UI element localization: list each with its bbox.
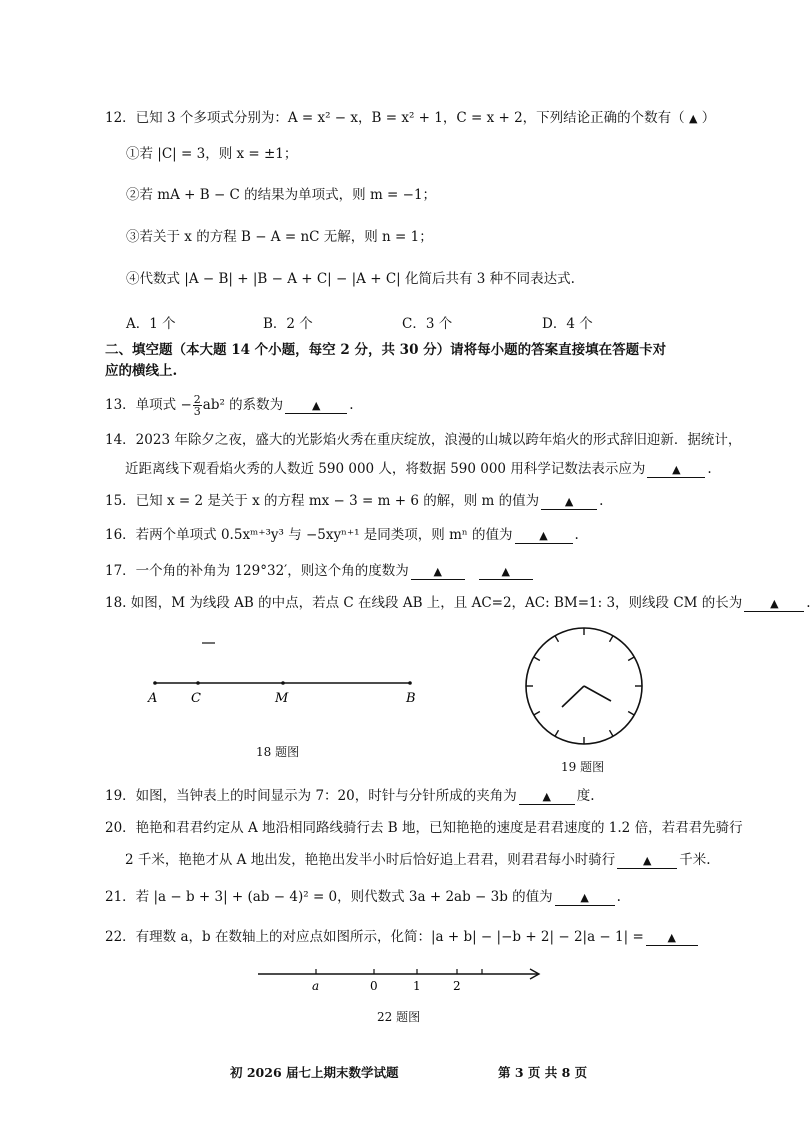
clock-hour-hand [562, 686, 584, 707]
fig18-label-c: C [191, 691, 201, 706]
q16-end: . [574, 527, 579, 543]
clock-hour-tick [628, 657, 634, 661]
q16 [105, 526, 579, 544]
q12-stem-tail: ） [701, 110, 716, 126]
fig18-label-b: B [406, 691, 416, 706]
q17-blank-2[interactable] [479, 564, 533, 580]
q18 [105, 594, 811, 612]
q22-text: 22．有理数 a，b 在数轴上的对应点如图所示，化简：|a + b| − |−b + 2| − 2|a − 1| = [105, 929, 644, 945]
q12-statement-4: ④代数式 |A − B| + |B − A + C| − |A + C| 化简后共有 3 种不同表达式. [126, 271, 575, 287]
answer-marker: ▲ [688, 112, 698, 125]
q12-statement-1: ①若 |C| = 3，则 x = ±1； [126, 146, 298, 162]
q19-blank[interactable] [519, 789, 575, 805]
footer-page-number: 第 3 页 共 8 页 [498, 1065, 588, 1080]
q18-blank[interactable] [744, 596, 804, 612]
answer-marker: ▲ [770, 597, 779, 610]
q13-prefix: 13．单项式 − [105, 397, 192, 413]
q13-var: ab² [202, 397, 225, 413]
q21 [105, 888, 621, 906]
q16-text: 16．若两个单项式 0.5xᵐ⁺³y³ 与 −5xyⁿ⁺¹ 是同类项，则 mⁿ 的值为 [105, 527, 513, 543]
clock-hour-tick [555, 730, 559, 736]
q12-option-c: C．3 个 [402, 316, 453, 332]
clock-hour-tick [555, 636, 559, 642]
q20-unit: 千米. [679, 852, 711, 868]
q14-line2-text: 近距离线下观看焰火秀的人数近 590 000 人，将数据 590 000 用科学记数法表示应为 [125, 461, 646, 477]
q21-blank[interactable] [555, 890, 615, 906]
q13-frac-num: 2 [193, 393, 201, 406]
fig18-diagram [140, 630, 440, 710]
answer-marker: ▲ [667, 931, 677, 944]
q19-text: 19．如图，当钟表上的时间显示为 7：20，时针与分针所成的夹角为 [105, 788, 517, 804]
fig18-label-a: A [148, 691, 158, 706]
fig18-point-m [281, 681, 285, 685]
clock-minute-hand [584, 686, 611, 701]
q15-text: 15．已知 x = 2 是关于 x 的方程 mx − 3 = m + 6 的解，则 m 的值为 [105, 493, 540, 509]
answer-marker: ▲ [311, 399, 321, 412]
clock-hour-tick [610, 636, 614, 642]
number-line-label-2: 2 [453, 979, 461, 993]
q20-line2 [125, 851, 711, 869]
q18-end: . [806, 595, 811, 611]
q12-option-d: D．4 个 [542, 316, 593, 332]
q20-blank[interactable] [617, 853, 677, 869]
q19 [105, 787, 595, 805]
q20-line1: 20．艳艳和君君约定从 A 地沿相同路线骑行去 B 地，已知艳艳的速度是君君速度的 1.2 倍，若君君先骑行 [105, 820, 743, 836]
q19-unit: 度. [576, 788, 595, 804]
q13 [105, 394, 353, 417]
q21-text: 21．若 |a − b + 3| + (ab − 4)² = 0，则代数式 3a + 2ab − 3b 的值为 [105, 889, 553, 905]
q12-statement-3: ③若关于 x 的方程 B − A = nC 无解，则 n = 1； [126, 229, 433, 245]
q18-text: 18. 如图，M 为线段 AB 的中点，若点 C 在线段 AB 上，且 AC=2，AC: BM=1: 3，则线段 CM 的长为 [105, 595, 743, 611]
answer-marker: ▲ [542, 790, 551, 803]
q15 [105, 492, 603, 510]
fig22-caption: 22 题图 [377, 1010, 421, 1024]
section2-heading-line2: 应的横线上. [105, 363, 178, 379]
fig18-point-b [408, 681, 412, 685]
q13-frac-den: 3 [193, 405, 201, 418]
fig22-number-line [250, 962, 550, 1002]
fig18-label-m: M [275, 691, 289, 706]
answer-marker: ▲ [539, 529, 548, 542]
fig19-clock [520, 622, 650, 752]
fig18-caption: 18 题图 [256, 745, 300, 759]
answer-marker: ▲ [433, 565, 442, 578]
q17 [105, 562, 535, 580]
q14-line1: 14．2023 年除夕之夜，盛大的光影焰火秀在重庆绽放，浪漫的山城以跨年焰火的形式辞旧迎新．据统计， [105, 432, 742, 448]
answer-marker: ▲ [501, 565, 510, 578]
fig18-point-c [196, 681, 200, 685]
q16-blank[interactable] [515, 528, 573, 544]
clock-hour-tick [534, 712, 540, 716]
number-line-label-a: a [312, 979, 320, 993]
q15-end: . [599, 493, 604, 509]
q13-suffix: 的系数为 [224, 397, 284, 413]
q14-line2 [125, 460, 712, 478]
q15-blank[interactable] [541, 494, 597, 510]
q14-end: . [707, 461, 712, 477]
q12-option-b: B．2 个 [263, 316, 313, 332]
q12-statement-2: ②若 mA + B − C 的结果为单项式，则 m = −1； [126, 187, 437, 203]
q22 [105, 928, 700, 946]
q12-option-a: A．1 个 [126, 316, 176, 332]
q12-stem-text: 12．已知 3 个多项式分别为：A = x² − x，B = x² + 1，C = x + 2，下列结论正确的个数有（ [105, 110, 685, 126]
number-line-label-0: 0 [370, 979, 378, 993]
footer-title: 初 2026 届七上期末数学试题 [230, 1065, 399, 1080]
clock-hour-tick [628, 712, 634, 716]
fig19-caption: 19 题图 [561, 760, 605, 774]
q13-end: . [349, 397, 354, 413]
q13-blank[interactable] [285, 398, 347, 414]
q21-end: . [616, 889, 621, 905]
q17-blank-1[interactable] [411, 564, 465, 580]
answer-marker: ▲ [672, 463, 681, 476]
answer-marker: ▲ [642, 854, 652, 867]
q13-fraction [193, 394, 202, 417]
q22-blank[interactable] [646, 930, 698, 946]
fig18-point-a [153, 681, 157, 685]
answer-marker: ▲ [564, 495, 574, 508]
q14-blank[interactable] [647, 462, 705, 478]
clock-hour-tick [610, 730, 614, 736]
answer-marker: ▲ [580, 891, 589, 904]
q17-text: 17．一个角的补角为 129°32′，则这个角的度数为 [105, 563, 409, 579]
number-line-label-1: 1 [413, 979, 421, 993]
q20-line2-text: 2 千米，艳艳才从 A 地出发，艳艳出发半小时后恰好追上君君，则君君每小时骑行 [125, 852, 616, 868]
clock-hour-tick [534, 657, 540, 661]
section2-heading-line1: 二、填空题（本大题 14 个小题，每空 2 分，共 30 分）请将每小题的答案直接填在答题卡对 [105, 342, 667, 358]
q12-stem [105, 109, 715, 128]
